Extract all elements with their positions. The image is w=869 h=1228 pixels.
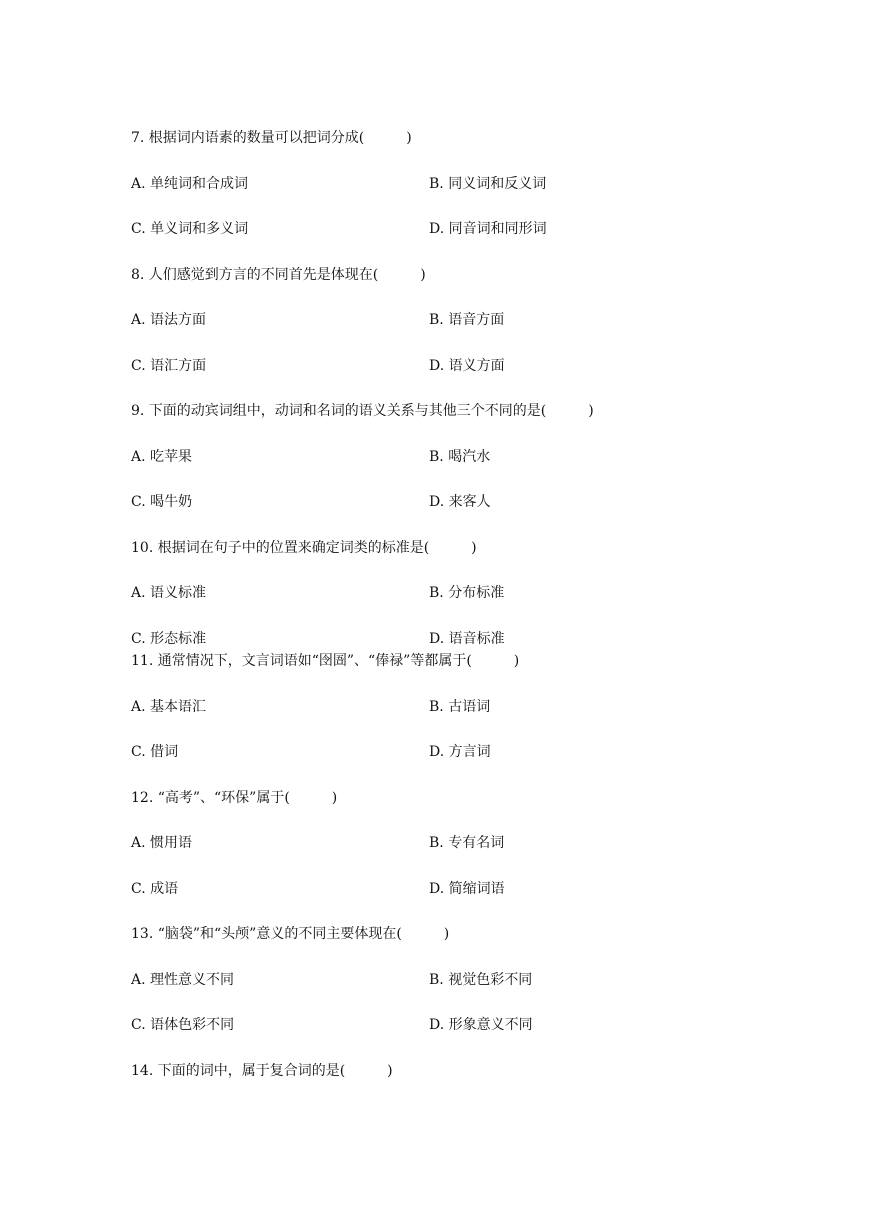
option-c[interactable]: C. 喝牛奶 [131,494,193,510]
question-stem: 12. “高考”、“环保”属于( ) [131,790,338,806]
option-c[interactable]: C. 成语 [131,881,179,897]
option-c[interactable]: C. 语汇方面 [131,358,207,374]
option-c[interactable]: C. 形态标准 [131,631,207,647]
option-c[interactable]: C. 借词 [131,744,179,760]
option-a[interactable]: A. 语义标准 [131,585,207,601]
option-a[interactable]: A. 语法方面 [131,312,207,328]
question-stem: 14. 下面的词中，属于复合词的是( ) [131,1063,393,1079]
option-b[interactable]: B. 喝汽水 [429,449,491,465]
option-b[interactable]: B. 古语词 [429,699,491,715]
option-a[interactable]: A. 惯用语 [131,835,193,851]
option-b[interactable]: B. 语音方面 [429,312,505,328]
option-d[interactable]: D. 简缩词语 [429,881,505,897]
question-stem: 13. “脑袋”和“头颅”意义的不同主要体现在( ) [131,926,450,942]
option-b[interactable]: B. 同义词和反义词 [429,176,547,192]
question-stem: 7. 根据词内语素的数量可以把词分成( ) [131,130,412,146]
option-d[interactable]: D. 语音标准 [429,631,505,647]
question-stem: 10. 根据词在句子中的位置来确定词类的标准是( ) [131,540,477,556]
option-c[interactable]: C. 语体色彩不同 [131,1017,235,1033]
question-stem: 8. 人们感觉到方言的不同首先是体现在( ) [131,267,426,283]
option-a[interactable]: A. 基本语汇 [131,699,207,715]
option-d[interactable]: D. 语义方面 [429,358,505,374]
option-d[interactable]: D. 来客人 [429,494,491,510]
option-b[interactable]: B. 视觉色彩不同 [429,972,533,988]
question-stem: 9. 下面的动宾词组中，动词和名词的语义关系与其他三个不同的是( ) [131,403,594,419]
option-a[interactable]: A. 吃苹果 [131,449,193,465]
option-d[interactable]: D. 同音词和同形词 [429,221,547,237]
option-d[interactable]: D. 方言词 [429,744,491,760]
option-b[interactable]: B. 分布标准 [429,585,505,601]
option-a[interactable]: A. 理性意义不同 [131,972,235,988]
option-c[interactable]: C. 单义词和多义词 [131,221,249,237]
option-b[interactable]: B. 专有名词 [429,835,505,851]
option-a[interactable]: A. 单纯词和合成词 [131,176,249,192]
question-stem: 11. 通常情况下，文言词语如“囹圄”、“俸禄”等都属于( ) [131,653,520,669]
option-d[interactable]: D. 形象意义不同 [429,1017,533,1033]
